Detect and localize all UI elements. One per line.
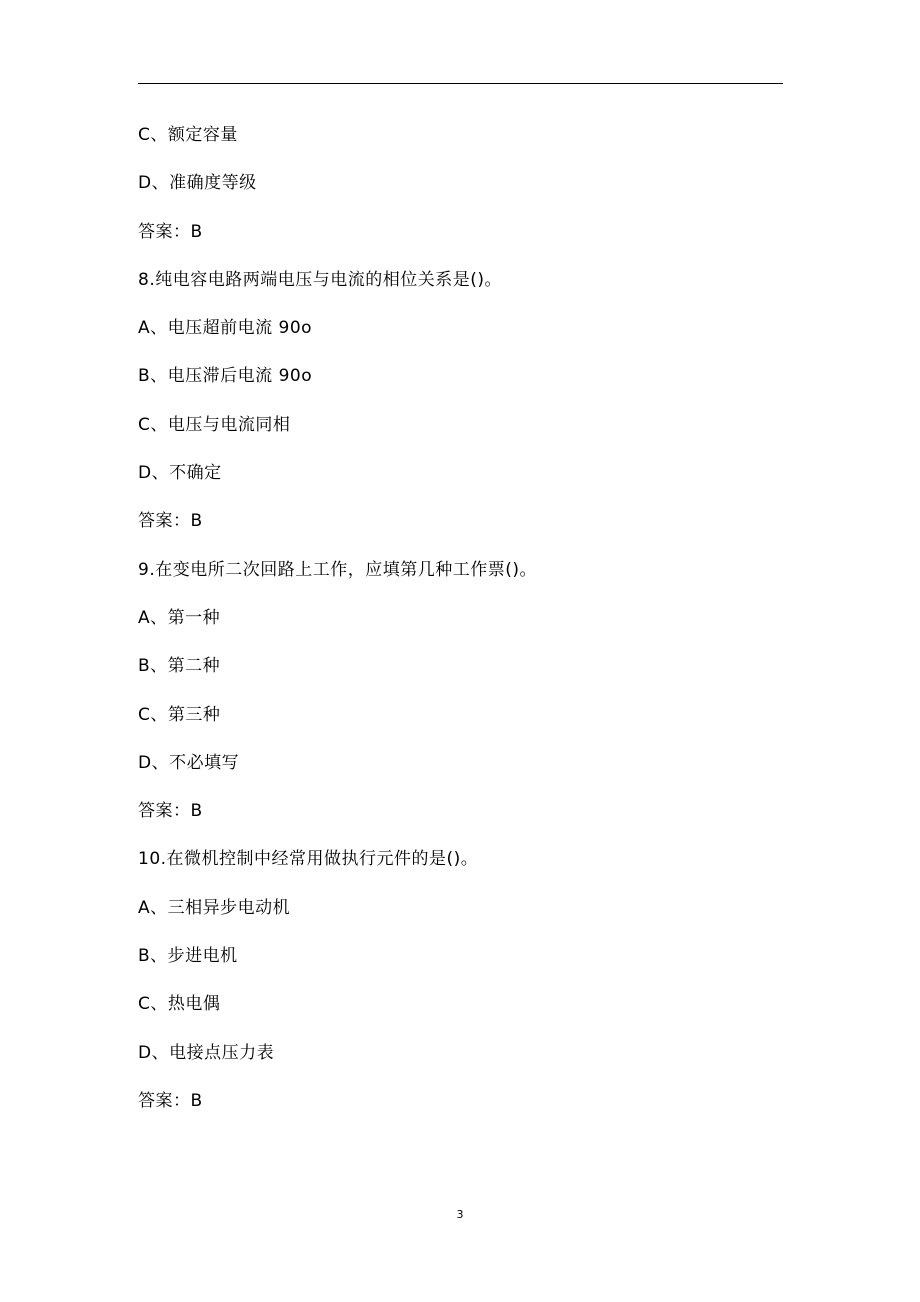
option-c: C、电压与电流同相 [138,414,291,435]
question-9: 9.在变电所二次回路上工作，应填第几种工作票()。 [138,559,537,580]
page-number: 3 [456,1208,464,1221]
option-a: A、第一种 [138,607,221,628]
question-8: 8.纯电容电路两端电压与电流的相位关系是()。 [138,269,502,290]
option-d: D、不确定 [138,463,222,484]
option-b: B、第二种 [138,656,221,677]
option-c: C、第三种 [138,704,221,725]
answer: 答案：B [138,1090,203,1111]
option-d: D、电接点压力表 [138,1042,275,1063]
option-c: C、额定容量 [138,125,238,145]
answer: 答案：B [138,511,203,532]
option-a: A、三相异步电动机 [138,897,291,918]
option-d: D、准确度等级 [138,173,257,194]
question-10: 10.在微机控制中经常用做执行元件的是()。 [138,849,479,870]
answer: 答案：B [138,221,203,242]
option-b: B、步进电机 [138,946,238,967]
option-d: D、不必填写 [138,752,240,773]
option-a: A、电压超前电流 90o [138,318,313,339]
header-rule [138,83,783,84]
answer: 答案：B [138,801,203,822]
document-body [138,121,783,1135]
option-b: B、电压滞后电流 90o [138,366,313,387]
option-c: C、热电偶 [138,994,221,1015]
